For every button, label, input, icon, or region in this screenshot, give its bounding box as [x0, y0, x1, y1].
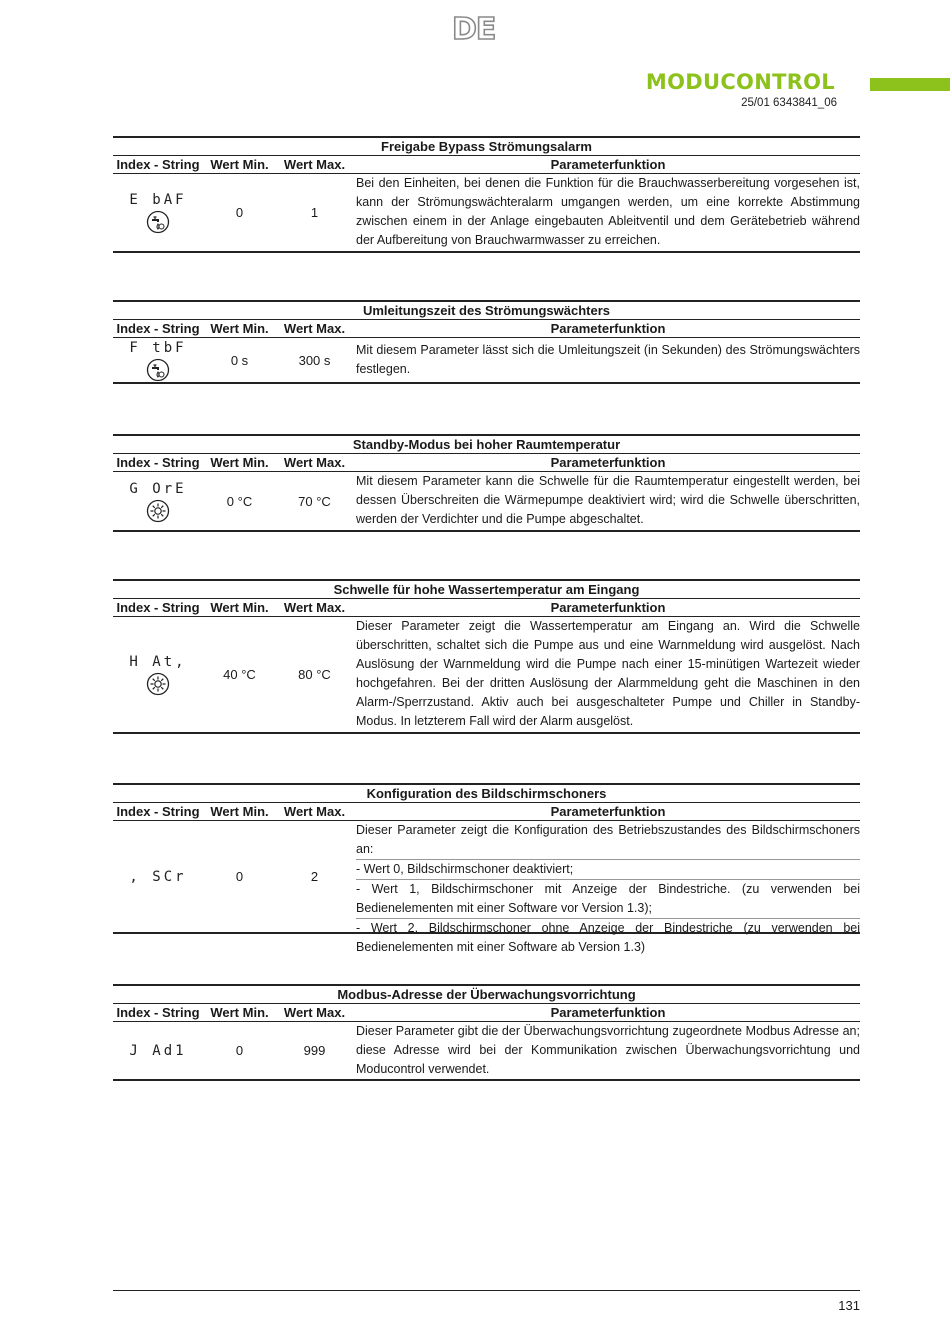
page-number: 131	[838, 1298, 860, 1313]
index-string: J Ad1	[129, 1042, 187, 1059]
col-func: Parameterfunktion	[550, 455, 666, 470]
section-title: Schwelle für hohe Wassertemperatur am Eingang	[113, 579, 860, 599]
language-label: DE	[452, 12, 496, 47]
table-row	[113, 821, 860, 954]
section-title: Freigabe Bypass Strömungsalarm	[113, 136, 860, 156]
description-line: Dieser Parameter zeigt die Konfiguration des Betriebszustandes des Bildschirmschoners an:	[356, 823, 860, 856]
min-value: 0	[235, 869, 244, 884]
sun-icon	[146, 499, 170, 523]
document-reference: 25/01 6343841_06	[741, 97, 837, 109]
index-cell	[113, 174, 203, 251]
table-row	[113, 338, 860, 384]
col-min: Wert Min.	[210, 1005, 269, 1020]
description-line: - Wert 1, Bildschirmschoner mit Anzeige der Bindestriche. (zu verwenden bei Bedienelementen mit einer Software vor Version 1.3);	[356, 879, 860, 918]
tap-water-icon	[146, 210, 170, 234]
table-row	[113, 617, 860, 734]
sun-icon	[146, 672, 170, 696]
parameter-description: Mit diesem Parameter lässt sich die Umleitungszeit (in Sekunden) des Strömungswächters festlegen.	[356, 343, 860, 376]
min-value: 0 °C	[226, 493, 253, 509]
col-index: Index - String	[116, 1005, 200, 1020]
parameter-description: Mit diesem Parameter kann die Schwelle für die Raumtemperatur eingestellt werden, bei dessen Überschreiten die Wärmepumpe deaktiviert wird; wird die Schwelle überschritten, werden der Verdichter und die Pumpe abgeschaltet.	[356, 474, 860, 526]
col-min: Wert Min.	[210, 321, 269, 336]
max-value: 999	[303, 1043, 326, 1058]
section-title: Konfiguration des Bildschirmschoners	[113, 783, 860, 803]
col-index: Index - String	[116, 804, 200, 819]
max-value: 1	[310, 205, 319, 220]
index-cell	[113, 472, 203, 530]
col-func: Parameterfunktion	[550, 804, 666, 819]
index-string: G OrE	[129, 480, 187, 497]
parameter-section-standby	[113, 434, 860, 532]
table-header	[113, 156, 860, 174]
table-row	[113, 174, 860, 253]
table-row	[113, 472, 860, 532]
table-header	[113, 803, 860, 821]
col-max: Wert Max.	[283, 321, 346, 336]
description-line: - Wert 2, Bildschirmschoner ohne Anzeige der Bindestriche (zu verwenden bei Bedienelementen mit einer Software ab Version 1.3)	[356, 918, 860, 957]
col-max: Wert Max.	[283, 1005, 346, 1020]
index-cell	[113, 617, 203, 732]
table-header	[113, 1004, 860, 1022]
col-max: Wert Max.	[283, 804, 346, 819]
parameter-section-screensaver	[113, 783, 860, 954]
col-min: Wert Min.	[210, 455, 269, 470]
parameter-description: Dieser Parameter zeigt die Wassertemperatur am Eingang an. Wird die Schwelle überschritten, schaltet sich die Pumpe aus und eine Warnmeldung wird ausgelöst. Nach Auslösung der Warnmeldung wird die Pumpe nach einer 15-minütigen Wartezeit wieder hochgefahren. Bei der dritten Auslösung der Alarmmeldung geht die Maschinen in den Alarm-/Sperrzustand. Aktiv auch bei ausgeschalteter Pumpe und Chiller in Standby-Modus. In letzterem Fall wird der Alarm ausgelöst.	[356, 619, 860, 728]
max-value: 70 °C	[298, 493, 331, 509]
tap-water-icon	[146, 358, 170, 382]
index-cell	[113, 338, 203, 382]
index-string: E bAF	[129, 192, 187, 208]
max-value: 80 °C	[298, 667, 331, 682]
parameter-section-water-temp	[113, 579, 860, 734]
col-max: Wert Max.	[283, 600, 346, 615]
col-min: Wert Min.	[210, 157, 269, 172]
index-cell	[113, 1022, 203, 1079]
col-min: Wert Min.	[210, 804, 269, 819]
parameter-description	[353, 821, 860, 954]
col-index: Index - String	[116, 600, 200, 615]
section-title: Umleitungszeit des Strömungswächters	[113, 300, 860, 320]
index-string: , SCr	[129, 868, 187, 885]
table-header	[113, 599, 860, 617]
parameter-section-modbus	[113, 984, 860, 1081]
footer-divider	[113, 1290, 860, 1291]
section-title: Modbus-Adresse der Überwachungsvorrichtung	[113, 984, 860, 1004]
min-value: 40 °C	[223, 667, 256, 682]
brand-accent-bar	[870, 78, 950, 91]
col-max: Wert Max.	[283, 157, 346, 172]
col-func: Parameterfunktion	[550, 321, 666, 336]
max-value: 300 s	[298, 352, 331, 368]
parameter-section-bypass-time	[113, 300, 860, 384]
index-string: H At,	[129, 654, 187, 670]
min-value: 0	[235, 1043, 244, 1058]
max-value: 2	[310, 869, 319, 884]
brand-title: MODUCONTROL	[645, 70, 835, 94]
parameter-description: Bei den Einheiten, bei denen die Funktion für die Brauchwasserbereitung vorgesehen ist, kann der Strömungswächteralarm umgangen werden, um eine korrekte Abstimmung zwischen einem in der Anlage eingebauten Ableitventil und dem Gerätebetrieb während der Aufbereitung von Brauchwarmwasser zu erreichen.	[356, 176, 860, 247]
col-index: Index - String	[116, 321, 200, 336]
col-func: Parameterfunktion	[550, 600, 666, 615]
parameter-section-bypass	[113, 136, 860, 253]
min-value: 0	[235, 205, 244, 220]
description-line: - Wert 0, Bildschirmschoner deaktiviert;	[356, 859, 860, 879]
col-max: Wert Max.	[283, 455, 346, 470]
col-func: Parameterfunktion	[550, 1005, 666, 1020]
table-header	[113, 454, 860, 472]
table-row	[113, 1022, 860, 1081]
col-index: Index - String	[116, 455, 200, 470]
index-cell	[113, 821, 203, 932]
col-func: Parameterfunktion	[550, 157, 666, 172]
parameter-description: Dieser Parameter gibt die der Überwachungsvorrichtung zugeordnete Modbus Adresse an; diese Adresse wird bei der Kommunikation zwischen Überwachungsvorrichtung und Moducontrol verwendet.	[356, 1024, 860, 1076]
min-value: 0 s	[230, 352, 249, 368]
table-header	[113, 320, 860, 338]
index-string: F tbF	[129, 339, 187, 356]
col-index: Index - String	[116, 157, 200, 172]
section-title: Standby-Modus bei hoher Raumtemperatur	[113, 434, 860, 454]
col-min: Wert Min.	[210, 600, 269, 615]
